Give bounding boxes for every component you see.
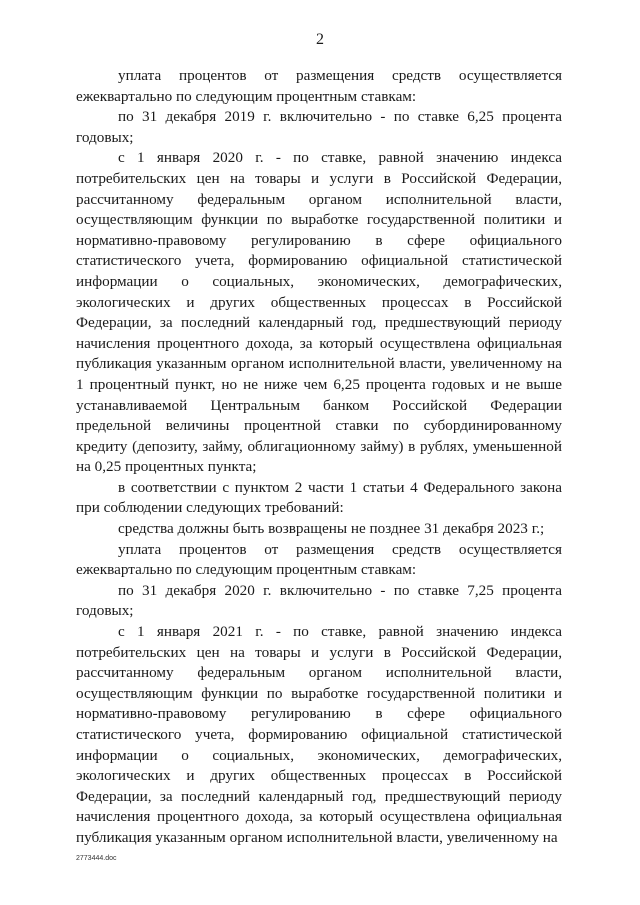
document-body (76, 66, 562, 849)
paragraph-return-deadline: средства должны быть возвращены не позднее 31 декабря 2023 г.; (118, 520, 545, 538)
page-number: 2 (316, 31, 324, 48)
paragraph-federal-law-reference: в соответствии с пунктом 2 части 1 статьи 4 Федерального закона при соблюдении следующих требований: (76, 478, 562, 517)
paragraph-interest-payment-2: уплата процентов от размещения средств осуществляется ежеквартально по следующим процентным ставкам: (76, 540, 562, 579)
paragraph-interest-payment-1: уплата процентов от размещения средств осуществляется ежеквартально по следующим процентным ставкам: (76, 67, 562, 105)
paragraph-rate-from-2020: с 1 января 2020 г. - по ставке, равной значению индекса потребительских цен на товары и услуги в Российской Федерации, рассчитанному федеральным органом исполнительной власти, осуществляющим функции по выработке государственной политики и нормативно-правовому регулированию в сфере официального статистического учета, формированию официальной статистической информации о социальных, экономических, демографических, экологических и других общественных процессах в Российской Федерации, за последний календарный год, предшествующий периоду начисления процентного дохода, за который осуществлена официальная публикация указанным органом исполнительной власти, увеличенному на 1 процентный пункт, но не ниже чем 6,25 процента годовых и не выше устанавливаемой Центральным банком Российской Федерации предельной величины процентной ставки по субординированному кредиту (депозиту, займу, облигационному займу) в рублях, уменьшенной на 0,25 процентных пункта; (76, 149, 562, 476)
paragraph-rate-until-2020: по 31 декабря 2020 г. включительно - по ставке 7,25 процента годовых; (76, 581, 562, 620)
paragraph-rate-from-2021: с 1 января 2021 г. - по ставке, равной значению индекса потребительских цен на товары и услуги в Российской Федерации, рассчитанному федеральным органом исполнительной власти, осуществляющим функции по выработке государственной политики и нормативно-правовому регулированию в сфере официального статистического учета, формированию официальной статистической информации о социальных, экономических, демографических, экологических и других общественных процессах в Российской Федерации, за последний календарный год, предшествующий периоду начисления процентного дохода, за который осуществлена официальная публикация указанным органом исполнительной власти, увеличенному на (76, 623, 562, 846)
paragraph-rate-until-2019: по 31 декабря 2019 г. включительно - по ставке 6,25 процента годовых; (76, 108, 562, 146)
footer-document-code: 2773444.doc (76, 855, 117, 862)
